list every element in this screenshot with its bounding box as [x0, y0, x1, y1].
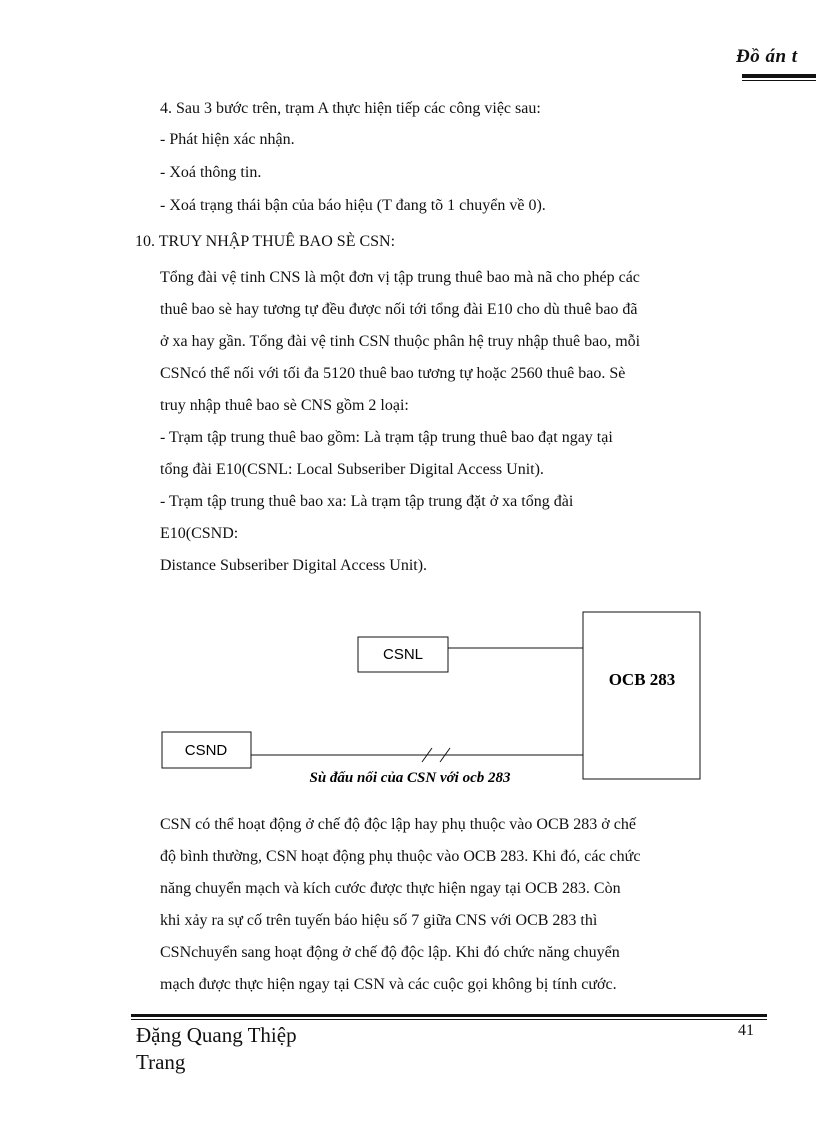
diagram-caption: Sù đấu nối của CSN với ocb 283 [309, 770, 511, 786]
text-line: E10(CSND: [160, 525, 239, 542]
text-line: thuê bao sè hay tương tự đều được nối tới tổng đài E10 cho dù thuê bao đã [160, 301, 638, 318]
header-rule [742, 74, 816, 78]
text-line: - Xoá trạng thái bận của báo hiệu (T đang tõ 1 chuyển về 0). [160, 197, 546, 214]
text-line: truy nhập thuê bao sè CNS gồm 2 loại: [160, 397, 409, 414]
text-line: CSNchuyển sang hoạt động ở chế độ độc lập. Khi đó chức năng chuyển [160, 944, 620, 961]
footer-rule [131, 1014, 767, 1017]
page-number: 41 [738, 1022, 754, 1039]
text-line: tổng đài E10(CSNL: Local Subseriber Digital Access Unit). [160, 461, 544, 478]
text-line: - Xoá thông tin. [160, 164, 262, 181]
author-name: Đặng Quang Thiệp [136, 1023, 297, 1047]
section-heading: 10. TRUY NHẬP THUÊ BAO SÈ CSN: [135, 233, 396, 250]
text-line: Tổng đài vệ tinh CNS là một đơn vị tập trung thuê bao mà nã cho phép các [160, 269, 640, 286]
footer-rule-thin [131, 1019, 767, 1020]
text-line: ở xa hay gần. Tổng đài vệ tinh CSN thuộc phân hệ truy nhập thuê bao, mỗi [160, 333, 641, 350]
author-name-continued: Trang [136, 1050, 186, 1074]
footer-author [136, 1022, 297, 1076]
ocb-label: OCB 283 [608, 670, 676, 689]
text-line: năng chuyển mạch và kích cước được thực hiện ngay tại OCB 283. Còn [160, 880, 621, 897]
header-title: Đồ án t [736, 46, 798, 67]
text-line: CSNcó thể nối với tối đa 5120 thuê bao tương tự hoặc 2560 thuê bao. Sè [160, 365, 626, 382]
connection-diagram [155, 605, 715, 795]
text-line: 4. Sau 3 bước trên, trạm A thực hiện tiếp các công việc sau: [160, 100, 541, 117]
text-line: độ bình thường, CSN hoạt động phụ thuộc vào OCB 283. Khi đó, các chức [160, 848, 641, 865]
text-line: mạch được thực hiện ngay tại CSN và các cuộc gọi không bị tính cước. [160, 976, 617, 993]
text-line: - Phát hiện xác nhận. [160, 131, 295, 148]
text-line: - Trạm tập trung thuê bao xa: Là trạm tập trung đặt ở xa tổng đài [160, 493, 574, 510]
csnd-label: CSND [184, 742, 228, 759]
header-rule-thin [742, 80, 816, 81]
csnl-label: CSNL [382, 646, 424, 663]
text-line: khi xảy ra sự cố trên tuyến báo hiệu số 7 giữa CNS với OCB 283 thì [160, 912, 598, 929]
text-line: - Trạm tập trung thuê bao gồm: Là trạm tập trung thuê bao đạt ngay tại [160, 429, 613, 446]
ocb-box [583, 612, 700, 779]
text-line: Distance Subseriber Digital Access Unit). [160, 557, 428, 574]
text-line: CSN có thể hoạt động ở chế độ độc lập hay phụ thuộc vào OCB 283 ở chế [160, 816, 636, 833]
